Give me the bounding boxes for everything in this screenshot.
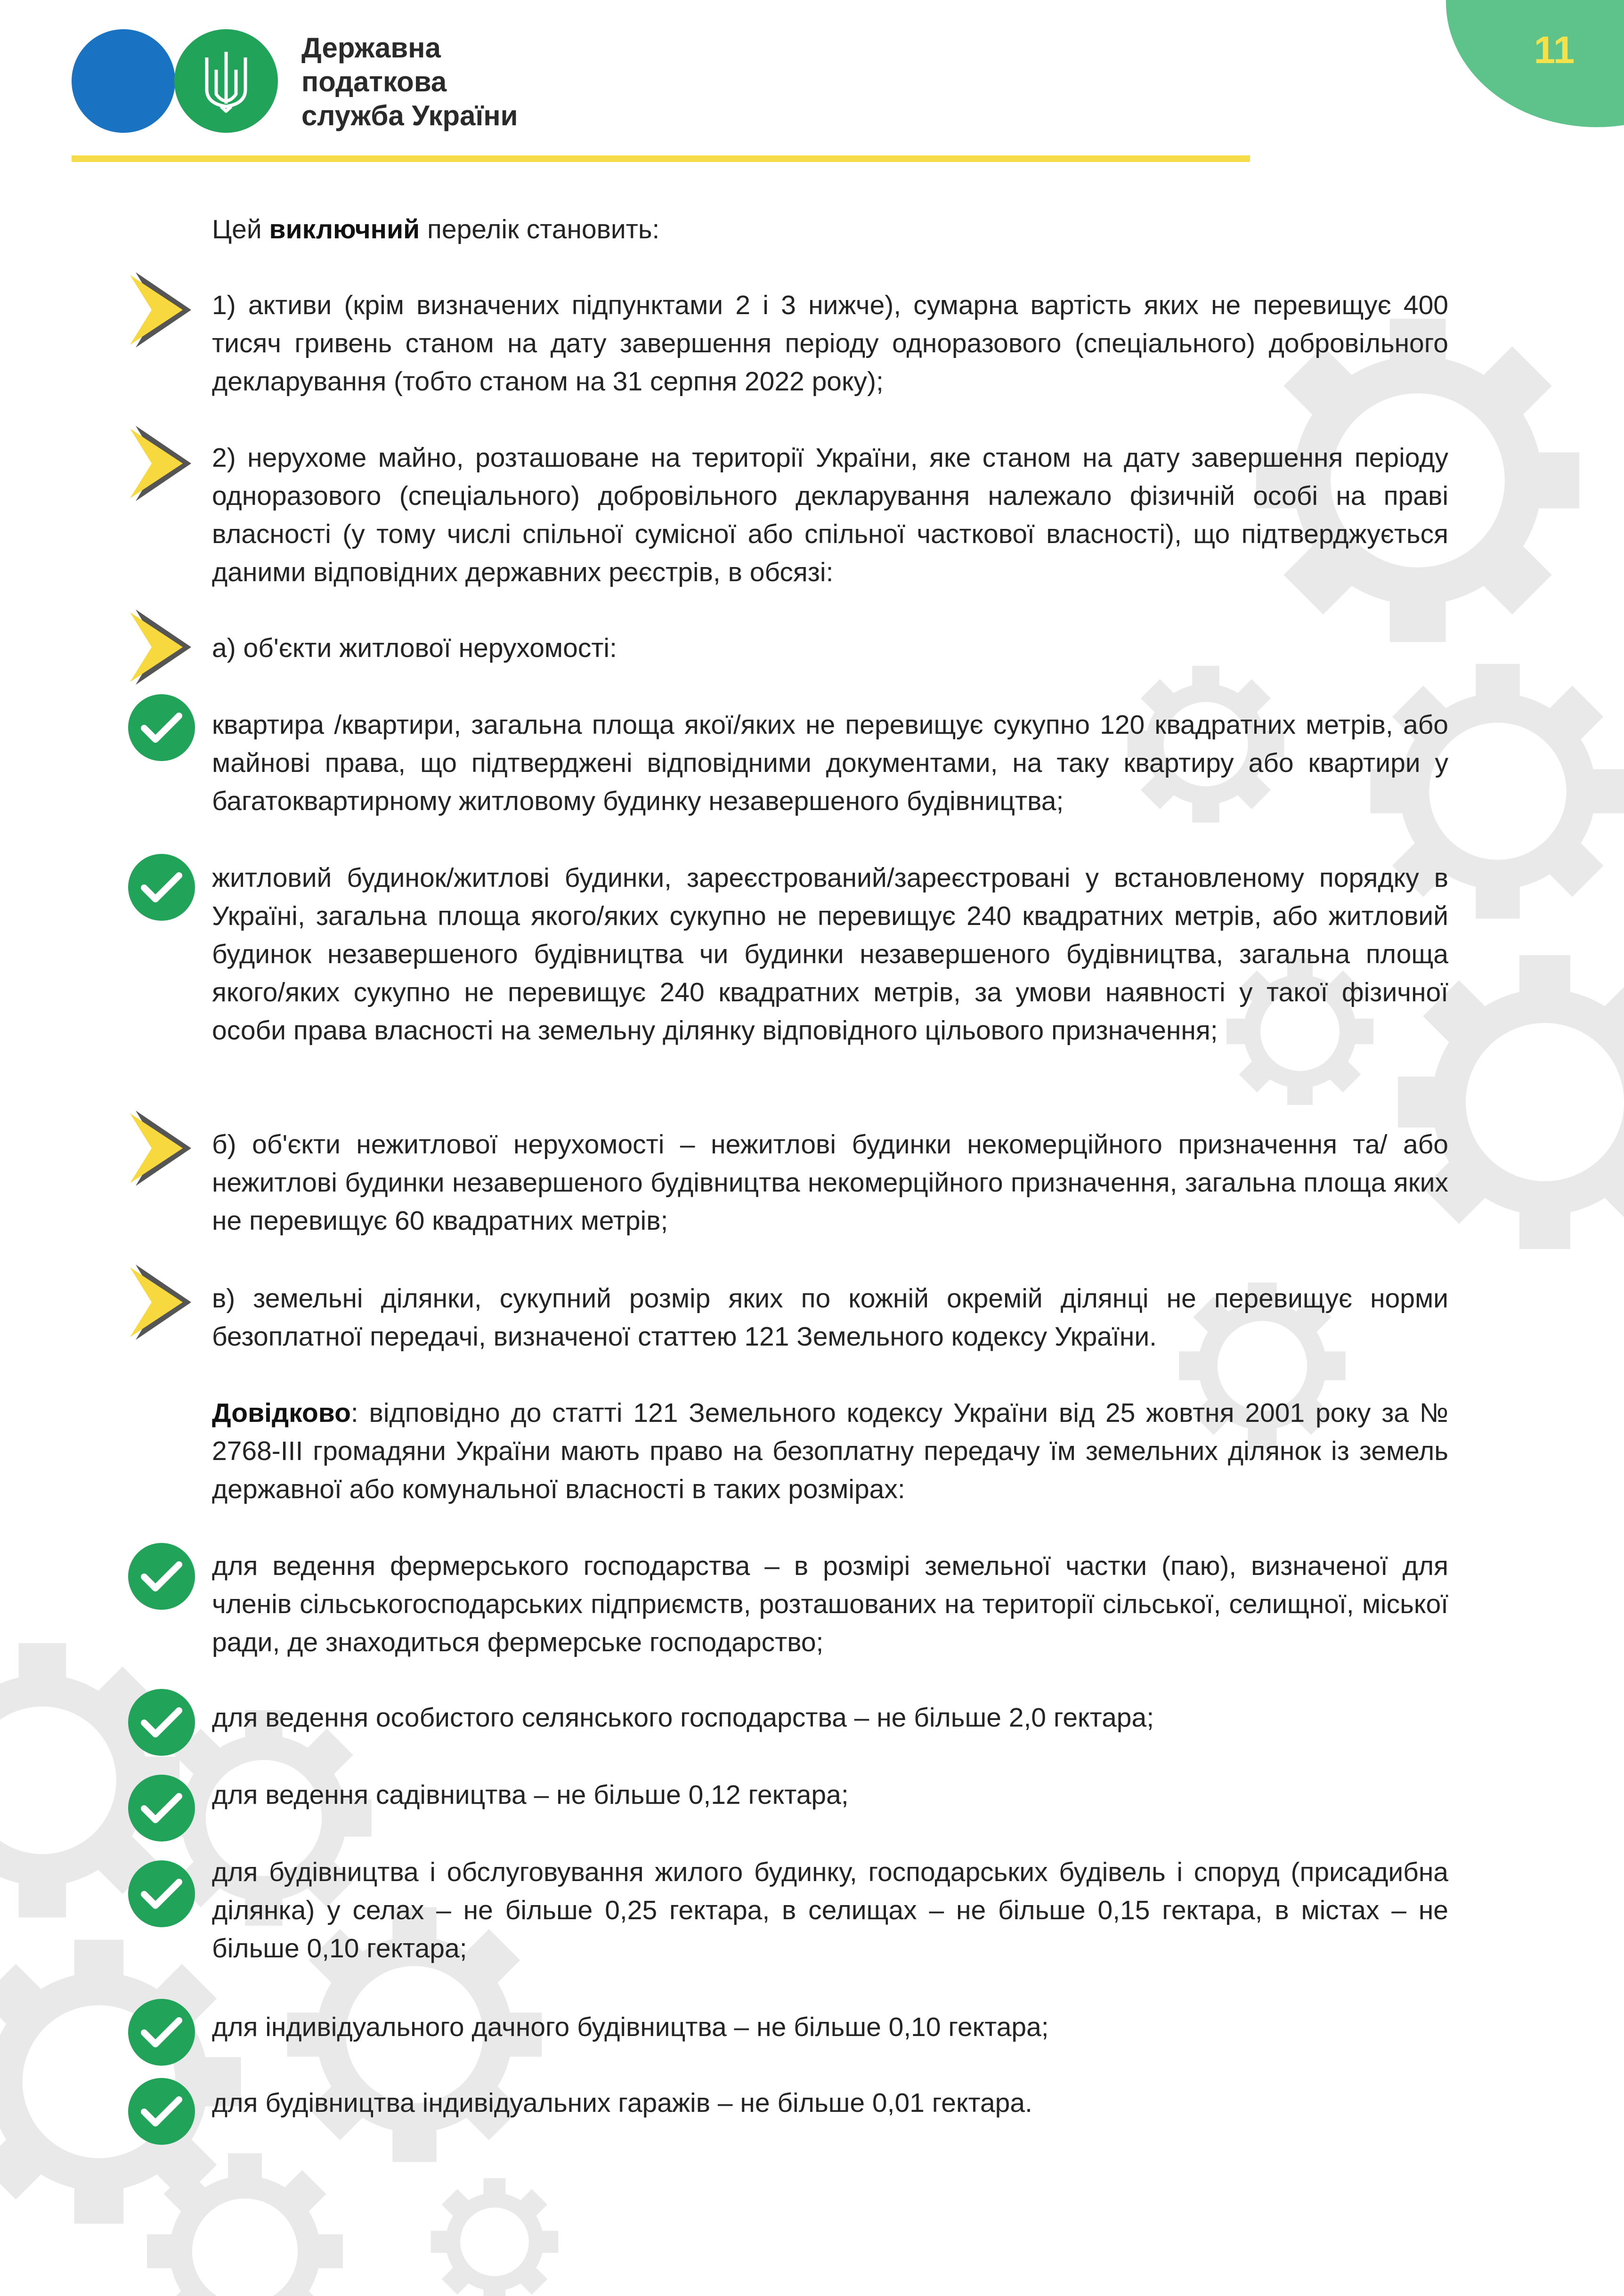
limit-item-dacha: для індивідуального дачного будівництва – не більше 0,10 гектара; xyxy=(212,2012,1049,2042)
list-item-assets: 1) активи (крім визначених підпунктами 2 і 3 нижче), сумарна вартість яких не перевищує 400 тисяч гривень станом на дату завершення періоду одноразового (спеціального) добровільного декларування (тобто станом на 31 серпня 2022 року); xyxy=(212,290,1448,397)
limit-item-farming: для ведення фермерського господарства – в розмірі земельної частки (паю), визначеної для членів сільськогосподарських підприємств, розташованих на території сільської, селищної, міської ради, де знаходиться фермерське господарство; xyxy=(212,1551,1448,1657)
green-check-circle-icon xyxy=(128,1689,195,1756)
list-item-apartment: квартира /квартири, загальна площа якої/яких не перевищує сукупно 120 квадратних метрів, або майнові права, що підтверджені відповідними документами, на таку квартиру або квартири у багатоквартирному житловому будинку незавершеного будівництва; xyxy=(212,710,1448,816)
list-item-real-estate: 2) нерухоме майно, розташоване на території України, яке станом на дату завершення періоду одноразового (спеціального) добровільного декларування належало фізичній особі на праві власності (у тому числі спільної сумісної або спільної часткової власності), що підтверджується даними відповідних державних реєстрів, в обсязі: xyxy=(212,443,1448,587)
yellow-chevron-arrow-icon xyxy=(130,426,196,501)
page-number: 11 xyxy=(1534,29,1575,72)
green-check-circle-icon xyxy=(128,1860,195,1927)
limit-item-garage: для будівництва індивідуальних гаражів – не більше 0,01 гектара. xyxy=(212,2088,1032,2118)
reference-paragraph xyxy=(212,1394,1448,1509)
list-item-house: житловий будинок/житлові будинки, зареєстрований/зареєстровані у встановленому порядку в Україні, загальна площа якого/яких сукупно не перевищує 240 квадратних метрів, або житловий будинок незавершеного будівництва чи будинки незавершеного будівництва, загальна площа якого/яких сукупно не перевищує 240 квадратних метрів, за умови наявності у такої фізичної особи права власності на земельну ділянку відповідного цільового призначення; xyxy=(212,863,1448,1046)
intro-text-end: перелік становить: xyxy=(420,214,660,244)
reference-bold-label: Довідково xyxy=(212,1398,351,1428)
yellow-chevron-arrow-icon xyxy=(130,1111,196,1186)
logo-green-circle xyxy=(174,29,278,133)
green-check-circle-icon xyxy=(128,694,195,761)
list-item-residential: а) об'єкти житлової нерухомості: xyxy=(212,633,617,663)
reference-text: : відповідно до статті 121 Земельного кодексу України від 25 жовтня 2001 року за № 2768-III громадяни України мають право на безоплатну передачу їм земельних ділянок із земель державної або комунальної власності в таких розмірах: xyxy=(212,1398,1448,1504)
logo-blue-circle xyxy=(72,29,175,133)
org-name-line-3: служба України xyxy=(301,100,518,131)
org-name-line-2: податкова xyxy=(301,66,447,97)
intro-paragraph xyxy=(212,211,1448,249)
header-divider xyxy=(72,155,1250,162)
green-check-circle-icon xyxy=(128,1543,195,1610)
page-header xyxy=(0,0,1624,170)
green-check-circle-icon xyxy=(128,1775,195,1842)
limit-item-gardening: для ведення садівництва – не більше 0,12 гектара; xyxy=(212,1780,849,1810)
organization-name xyxy=(301,31,631,133)
limit-item-personal-farm: для ведення особистого селянського господарства – не більше 2,0 гектара; xyxy=(212,1703,1154,1733)
limit-item-house-plot: для будівництва і обслуговування жилого будинку, господарських будівель і споруд (присадибна ділянка) у селах – не більше 0,25 гектара, в селищах – не більше 0,15 гектара, в містах – не більше 0,10 гектара; xyxy=(212,1857,1448,1963)
yellow-chevron-arrow-icon xyxy=(130,1265,196,1340)
green-check-circle-icon xyxy=(128,1999,195,2066)
list-item-land-plots: в) земельні ділянки, сукупний розмір яких по кожній окремій ділянці не перевищує норми безоплатної передачі, визначеної статтею 121 Земельного кодексу України. xyxy=(212,1283,1448,1352)
gear-cluster-left xyxy=(0,1643,558,2296)
org-name-line-1: Державна xyxy=(301,32,441,64)
green-check-circle-icon xyxy=(128,2078,195,2145)
yellow-chevron-arrow-icon xyxy=(130,272,196,348)
intro-bold-word: виключний xyxy=(269,214,420,244)
list-item-non-residential: б) об'єкти нежитлової нерухомості – нежитлові будинки некомерційного призначення та/ або нежитлові будинки незавершеного будівництва некомерційного призначення, загальна площа яких не перевищує 60 квадратних метрів; xyxy=(212,1129,1448,1236)
green-check-circle-icon xyxy=(128,854,195,921)
intro-text-start: Цей xyxy=(212,214,269,244)
yellow-chevron-arrow-icon xyxy=(130,609,196,685)
trident-emblem-icon xyxy=(200,48,252,114)
